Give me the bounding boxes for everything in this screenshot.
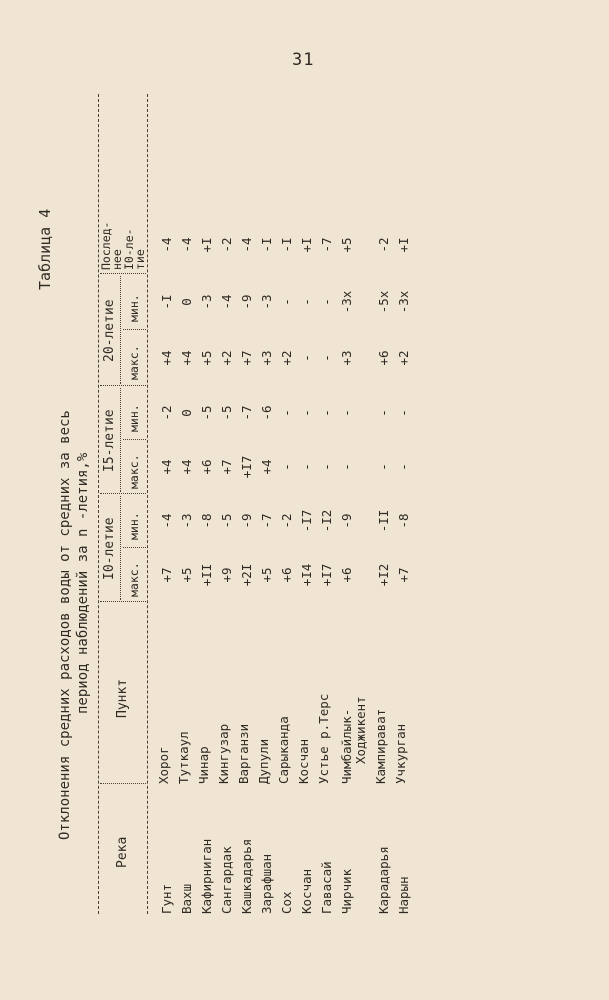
header-last-line-2: нее [110, 249, 124, 270]
gauge-point-cell [177, 602, 197, 784]
header-last-line-3: I0-ле- [122, 228, 136, 270]
header-top-rule [98, 94, 99, 914]
dev-last-10-cell: +I [199, 237, 214, 253]
header-separator [100, 783, 146, 784]
group-20-rule [120, 276, 121, 384]
dev-10-min-cell: -9 [339, 513, 354, 529]
header-10-max: макс. [127, 562, 141, 597]
gauge-point-name-continued: Ходжикент [353, 696, 368, 764]
gauge-point-name: Хорог [156, 746, 171, 784]
dev-last-10-cell: -7 [319, 237, 334, 253]
dev-last-10-cell: +I [299, 237, 314, 253]
table-row [317, 216, 337, 914]
header-bottom-rule [147, 94, 148, 914]
dev-15-min-cell: -2 [159, 405, 174, 421]
dev-20-min-cell: -9 [239, 294, 254, 310]
dev-15-min-cell: - [339, 409, 354, 417]
table-row [394, 216, 414, 914]
dev-20-max-cell: +7 [239, 350, 254, 366]
river-name-cell: Вахш [179, 883, 194, 914]
dev-last-10-cell: -I [259, 237, 274, 253]
river-name-cell: Кашкадарья [239, 838, 254, 914]
table-row [257, 216, 277, 914]
gauge-point-cell [394, 602, 414, 784]
header-15-min: мин. [127, 404, 141, 432]
header-river: Река [115, 836, 130, 868]
header-last-line-1: Послед- [99, 221, 113, 270]
dev-last-10-cell: -4 [179, 237, 194, 253]
dev-20-min-cell: - [279, 298, 294, 306]
dev-10-max-cell: +I7 [319, 563, 334, 587]
gauge-point-name: Туткаул [176, 731, 191, 784]
dev-10-max-cell: +7 [159, 567, 174, 583]
gauge-point-cell [217, 602, 237, 784]
table-row [337, 216, 374, 914]
table-row [197, 216, 217, 914]
gauge-point-name: Чинар [196, 746, 211, 784]
river-name-cell: Гавасай [319, 861, 334, 914]
table-body [157, 216, 414, 914]
table-row [217, 216, 237, 914]
dev-20-min-cell: 0 [179, 298, 194, 306]
dev-15-min-cell: - [299, 409, 314, 417]
dev-20-max-cell: - [319, 354, 334, 362]
dev-10-min-cell: -II [376, 509, 391, 533]
dev-last-10-cell: -4 [159, 237, 174, 253]
table-caption-line-1: Отклонения средних расходов воды от средних за весь [57, 410, 73, 840]
header-separator [100, 273, 146, 274]
dev-10-min-cell: -I2 [319, 509, 334, 533]
header-group-15: I5-летие [102, 409, 117, 472]
dev-15-min-cell: - [319, 409, 334, 417]
dev-20-min-cell: - [319, 298, 334, 306]
dev-15-min-cell: -5 [199, 405, 214, 421]
dev-15-max-cell: - [319, 463, 334, 471]
dev-10-max-cell: +5 [179, 567, 194, 583]
river-name-cell: Гунт [159, 883, 174, 914]
gauge-point-name: Учкурган [393, 723, 408, 784]
header-15-max: макс. [127, 454, 141, 489]
gauge-point-name: Варганзи [236, 723, 251, 784]
river-name-cell: Зарафшан [259, 853, 274, 914]
table-row [177, 216, 197, 914]
dev-20-max-cell: +3 [339, 350, 354, 366]
header-separator [123, 439, 146, 440]
dev-20-max-cell: +5 [199, 350, 214, 366]
page-number: 31 [292, 50, 315, 70]
gauge-point-name: Косчан [296, 738, 311, 784]
river-name-cell: Сох [279, 891, 294, 914]
table-row [157, 216, 177, 914]
header-10-min: мин. [127, 512, 141, 540]
header-group-20: 20-летие [102, 299, 117, 362]
dev-15-min-cell: -7 [239, 405, 254, 421]
gauge-point-name: Дупули [256, 738, 271, 784]
river-name-cell: Нарын [396, 876, 411, 914]
dev-20-min-cell: -4 [219, 294, 234, 310]
group-15-rule [120, 388, 121, 492]
gauge-point-cell [297, 602, 317, 784]
dev-10-min-cell: -8 [396, 513, 411, 529]
dev-10-max-cell: +6 [339, 567, 354, 583]
dev-20-min-cell: -5x [376, 290, 391, 314]
river-name-cell: Косчан [299, 868, 314, 914]
dev-15-min-cell: -6 [259, 405, 274, 421]
dev-15-max-cell: - [376, 463, 391, 471]
dev-20-max-cell: +2 [396, 350, 411, 366]
dev-10-max-cell: +I2 [376, 563, 391, 587]
dev-10-min-cell: -4 [159, 513, 174, 529]
dev-15-min-cell: - [376, 409, 391, 417]
dev-15-max-cell: +7 [219, 459, 234, 475]
rotated-content [30, 80, 579, 980]
group-10-rule [120, 496, 121, 600]
gauge-point-name: Устье р.Терс [316, 693, 331, 784]
header-last-line-4: тие [133, 249, 147, 270]
gauge-point-cell [197, 602, 217, 784]
header-20-min: мин. [127, 294, 141, 322]
table-row [277, 216, 297, 914]
dev-15-max-cell: +6 [199, 459, 214, 475]
header-point: Пункт [115, 678, 130, 718]
table-row [297, 216, 317, 914]
river-name-cell: Чирчик [339, 868, 354, 914]
dev-20-max-cell: +4 [159, 350, 174, 366]
dev-10-min-cell: -I7 [299, 509, 314, 533]
gauge-point-cell [277, 602, 297, 784]
dev-15-max-cell: +I7 [239, 455, 254, 479]
dev-15-max-cell: +4 [159, 459, 174, 475]
dev-10-min-cell: -2 [279, 513, 294, 529]
dev-last-10-cell: -2 [219, 237, 234, 253]
dev-20-min-cell: -3 [199, 294, 214, 310]
dev-20-max-cell: +6 [376, 350, 391, 366]
dev-last-10-cell: +5 [339, 237, 354, 253]
dev-15-max-cell: - [396, 463, 411, 471]
river-name-cell: Кафирниган [199, 838, 214, 914]
gauge-point-name: Чимбайлык- [339, 708, 354, 784]
dev-20-max-cell: +2 [279, 350, 294, 366]
dev-10-min-cell: -8 [199, 513, 214, 529]
dev-15-max-cell: +4 [179, 459, 194, 475]
header-separator [100, 385, 146, 386]
dev-15-max-cell: - [279, 463, 294, 471]
gauge-point-name: Кингузар [216, 723, 231, 784]
gauge-point-name: Кампирават [373, 708, 388, 784]
gauge-point-cell [237, 602, 257, 784]
gauge-point-cell [317, 602, 337, 784]
dev-10-max-cell: +5 [259, 567, 274, 583]
dev-15-max-cell: +4 [259, 459, 274, 475]
gauge-point-cell [374, 602, 394, 784]
gauge-point-cell [157, 602, 177, 784]
dev-10-min-cell: -3 [179, 513, 194, 529]
table-caption-line-2: период наблюдений за n -летия,% [75, 452, 91, 714]
dev-last-10-cell: +I [396, 237, 411, 253]
dev-20-max-cell: +3 [259, 350, 274, 366]
river-name-cell: Сангардак [219, 846, 234, 914]
river-name-cell: Карадарья [376, 846, 391, 914]
table-row [374, 216, 394, 914]
header-separator [123, 329, 146, 330]
rotated-table-sheet [30, 80, 579, 980]
dev-20-min-cell: -I [159, 294, 174, 310]
header-separator [123, 547, 146, 548]
table-label: Таблица 4 [36, 208, 54, 290]
dev-last-10-cell: -I [279, 237, 294, 253]
dev-last-10-cell: -4 [239, 237, 254, 253]
header-separator [100, 601, 146, 602]
header-20-max: макс. [127, 345, 141, 380]
dev-20-min-cell: -3 [259, 294, 274, 310]
dev-10-max-cell: +2I [239, 563, 254, 587]
dev-10-max-cell: +9 [219, 567, 234, 583]
dev-15-min-cell: - [396, 409, 411, 417]
dev-20-min-cell: -3x [396, 290, 411, 314]
dev-last-10-cell: -2 [376, 237, 391, 253]
gauge-point-cell [257, 602, 277, 784]
header-separator [100, 493, 146, 494]
dev-15-min-cell: -5 [219, 405, 234, 421]
dev-20-max-cell: - [299, 354, 314, 362]
data-table [157, 216, 414, 914]
dev-10-min-cell: -5 [219, 513, 234, 529]
dev-15-max-cell: - [299, 463, 314, 471]
dev-15-min-cell: 0 [179, 409, 194, 417]
dev-20-max-cell: +4 [179, 350, 194, 366]
table-row [237, 216, 257, 914]
dev-10-min-cell: -7 [259, 513, 274, 529]
dev-15-max-cell: - [339, 463, 354, 471]
dev-20-min-cell: - [299, 298, 314, 306]
dev-20-min-cell: -3x [339, 290, 354, 314]
dev-20-max-cell: +2 [219, 350, 234, 366]
dev-10-max-cell: +I4 [299, 563, 314, 587]
dev-10-max-cell: +7 [396, 567, 411, 583]
dev-10-min-cell: -9 [239, 513, 254, 529]
dev-15-min-cell: - [279, 409, 294, 417]
gauge-point-cell [337, 602, 374, 784]
gauge-point-name: Сарыканда [276, 716, 291, 784]
dev-10-max-cell: +6 [279, 567, 294, 583]
header-group-10: I0-летие [102, 517, 117, 580]
dev-10-max-cell: +II [199, 563, 214, 587]
